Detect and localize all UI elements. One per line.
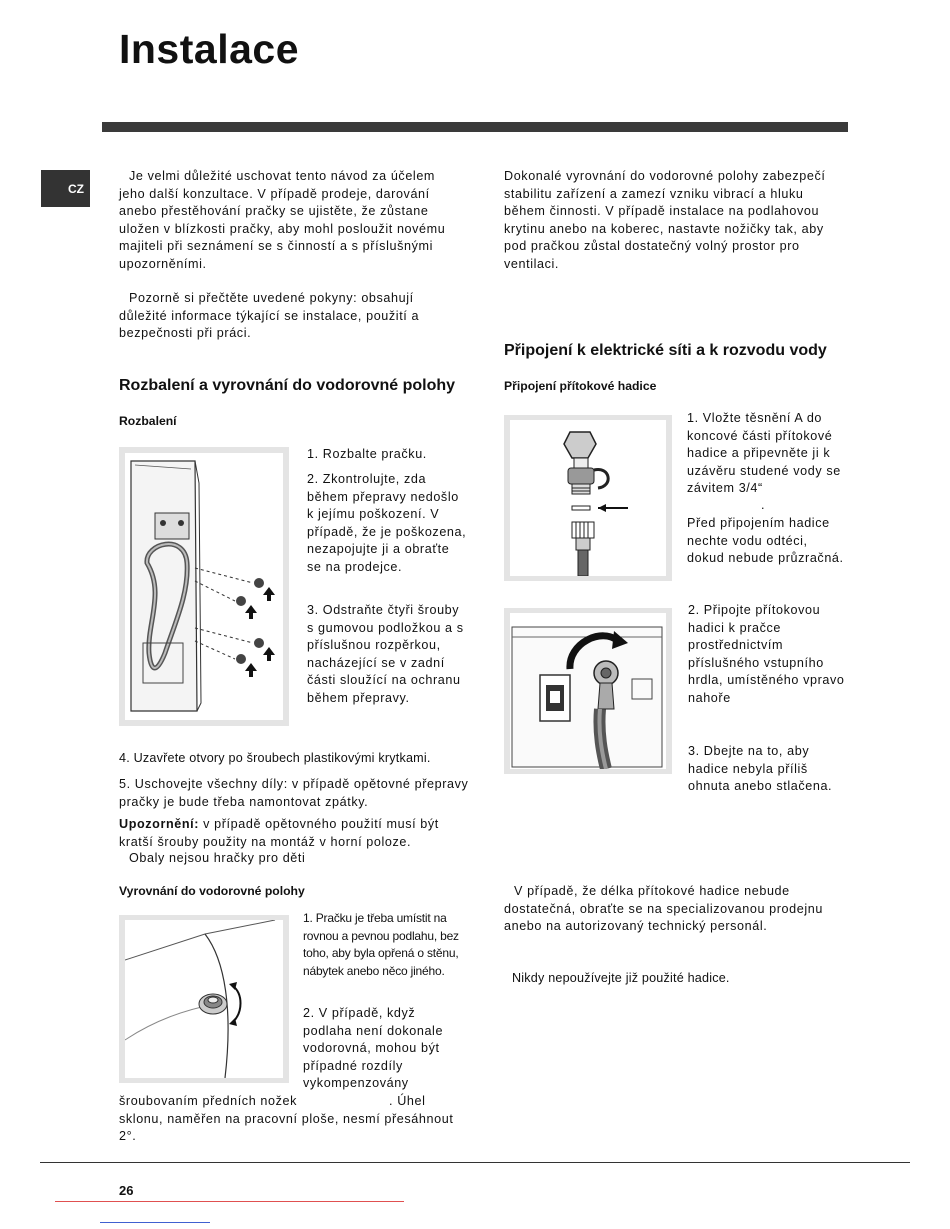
- intro-paragraph: Je velmi důležité uschovat tento návod za účelem jeho další konzultace. V případě prodeje, darování anebo přestěhování pračky se ujistěte, že zůstane uložen v blízkosti pračky, aby mohl posloužit novému majiteli při seznámení se s činností a s příslušnými upozorněními.: [119, 169, 446, 271]
- unpack-step-3: 3. Odstraňte čtyři šrouby s gumovou podložkou a s příslušnou rozpěrkou, nacházející se v zadní části sloužící na ochranu během přepravy.: [307, 603, 464, 705]
- warning-paragraph: [119, 816, 469, 851]
- hose-step-1: 1. Vložte těsnění A do koncové části přítokové hadice a připevněte ji k uzávěru studené vody se závitem 3/4“: [687, 411, 841, 496]
- level-step-2c: . Úhel sklonu, naměřen na pracovní ploše, nesmí přesáhnout 2°.: [119, 1094, 454, 1144]
- hose-step-1b: Před připojením hadice nechte vodu odtéci, dokud nebude průzračná.: [687, 516, 844, 566]
- hose-inlet-icon: [510, 613, 666, 769]
- unpack-figure: [119, 447, 289, 726]
- level-step-2-continued: [119, 1093, 469, 1146]
- language-tab: CZ: [41, 170, 90, 207]
- unpack-subheading: Rozbalení: [119, 414, 177, 428]
- hose-step-1-dot: .: [761, 498, 766, 512]
- inlet-figure: [504, 608, 672, 774]
- unpack-level-heading: Rozbalení a vyrovnání do vodorovné polohy: [119, 377, 456, 394]
- packaging-warning: Obaly nejsou hračky pro děti: [129, 851, 306, 865]
- unpack-step-4: 4. Uzavřete otvory po šroubech plastikovými krytkami.: [119, 751, 431, 765]
- footer-blue-line: [100, 1222, 210, 1223]
- level-step-2b: šroubovaním předních nožek: [119, 1094, 298, 1108]
- page-title: Instalace: [119, 26, 299, 72]
- warning-text: v případě opětovného použití musí být kratší šrouby použity na montáž v horní poloze.: [119, 817, 439, 849]
- tap-figure: [504, 415, 672, 581]
- unpack-step-2: 2. Zkontrolujte, zda během přepravy nedošlo k jejímu poškození. V případě, že je poškozena, nezapojujte ji a obraťte se na prodejce.: [307, 472, 467, 574]
- unpack-step-1: 1. Rozbalte pračku.: [307, 447, 427, 461]
- hose-step-2: 2. Připojte přítokovou hadici k pračce prostřednictvím příslušného vstupního hrdla, umístěného vpravo nahoře: [688, 603, 845, 705]
- title-divider-bar: [102, 122, 848, 132]
- level-step-2a: 2. V případě, když podlaha není dokonale vodorovná, mohou být případné rozdíly vykompenzovány: [303, 1006, 444, 1091]
- connection-heading: Připojení k elektrické síti a k rozvodu vody: [504, 342, 827, 359]
- unpack-step-5: 5. Uschovejte všechny díly: v případě opětovné přepravy pračky je bude třeba namontovat zpátky.: [119, 777, 469, 809]
- level-figure: [119, 915, 289, 1083]
- hose-step-3: 3. Dbejte na to, aby hadice nebyla příliš ohnuta anebo stlačena.: [688, 744, 833, 794]
- warning-label: Upozornění:: [119, 817, 200, 831]
- right-intro-paragraph: Dokonalé vyrovnání do vodorovné polohy zabezpečí stabilitu zařízení a zamezí vzniku vibrací a hluku během činnosti. V případě instalace na podlahovou krytinu anebo na koberec, nastavte nožičky tak, aby pod pračkou zůstal dostatečný volný prostor pro ventilaci.: [504, 169, 826, 271]
- footer-divider: [40, 1162, 910, 1163]
- level-step-1: 1. Pračku je třeba umístit na rovnou a pevnou podlahu, bez toho, aby byla opřená o stěnu, nábytek anebo něco jiného.: [303, 911, 459, 978]
- hose-length-note: V případě, že délka přítokové hadice nebude dostatečná, obraťte se na specializovanou prodejnu anebo na autorizovaný technický personál.: [504, 884, 823, 934]
- safety-paragraph: Pozorně si přečtěte uvedené pokyny: obsahují důležité informace týkající se instalace, použití a bezpečnosti při práci.: [119, 291, 420, 341]
- reuse-hose-note: Nikdy nepoužívejte již použité hadice.: [512, 971, 730, 985]
- footer-red-line: [55, 1201, 404, 1202]
- page-number: 26: [119, 1183, 134, 1198]
- level-subheading: Vyrovnání do vodorovné polohy: [119, 884, 305, 898]
- adjustable-foot-icon: [125, 920, 283, 1078]
- washer-back-screws-icon: [125, 453, 283, 720]
- hose-subheading: Připojení přítokové hadice: [504, 379, 657, 393]
- tap-and-hose-icon: [510, 420, 666, 576]
